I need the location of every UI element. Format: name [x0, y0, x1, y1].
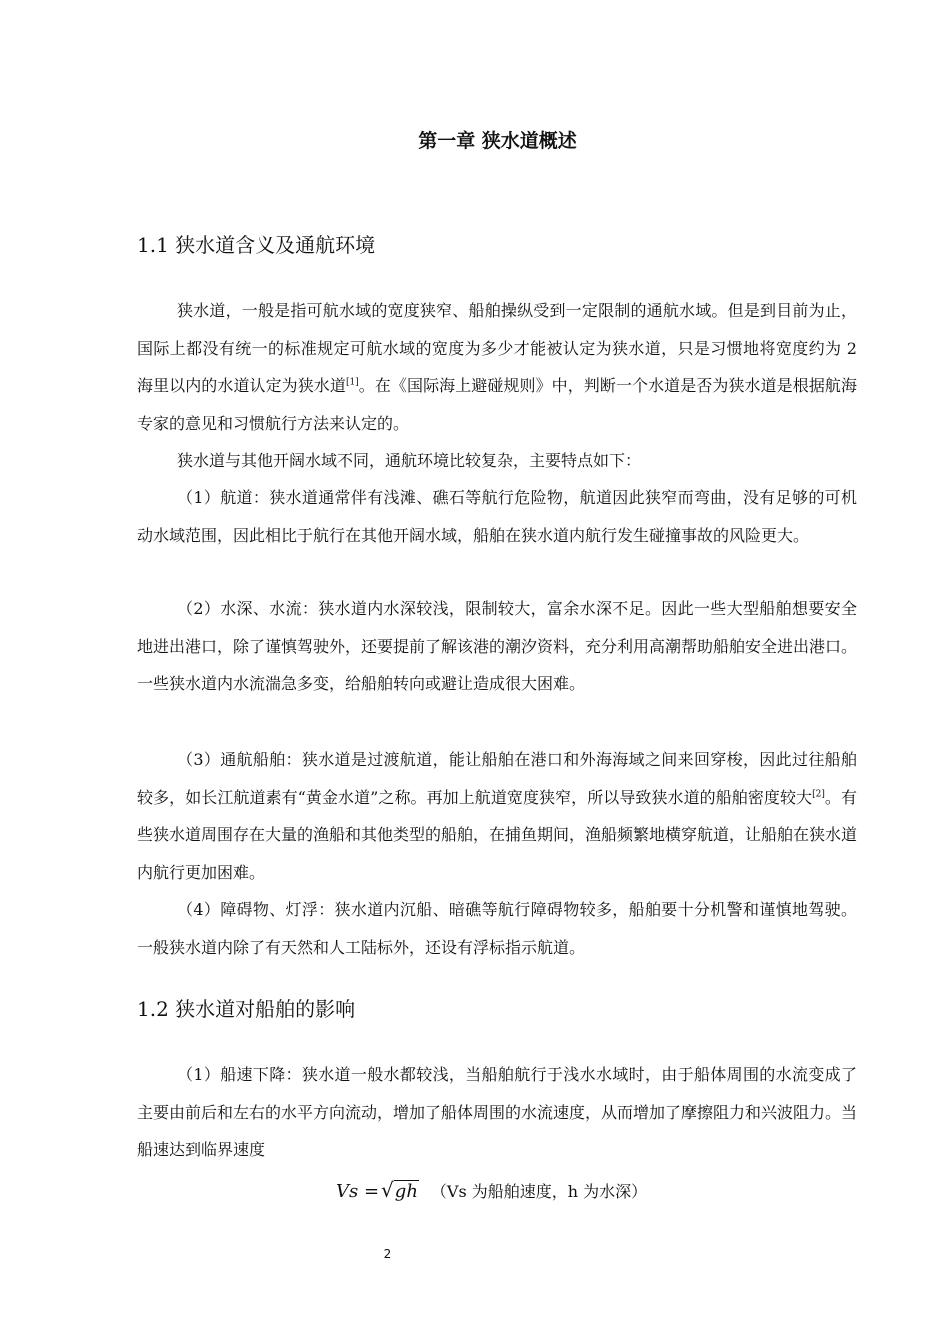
citation-2: [2]	[812, 789, 825, 800]
formula-lhs: Vs =	[336, 1181, 380, 1202]
paragraph-feature-channel: （1）航道：狭水道通常伴有浅滩、礁石等航行危险物，航道因此狭窄而弯曲，没有足够的可机动水域范围，因此相比于航行在其他开阔水域，船舶在狭水道内航行发生碰撞事故的风险更大。	[137, 488, 857, 545]
critical-speed-formula	[336, 1178, 647, 1202]
section-heading-1-2: 1.2 狭水道对船舶的影响	[137, 997, 356, 1021]
paragraph-definition	[137, 292, 857, 442]
radical-sign: √	[381, 1178, 394, 1202]
chapter-title: 第一章 狭水道概述	[418, 130, 577, 152]
paragraph-text: （3）通航船舶：狭水道是过渡航道，能让船舶在港口和外海海域之间来回穿梭，因此过往船舶较多，如长江航道素有“黄金水道”之称。再加上航道宽度狭窄，所以导致狭水道的船舶密度较大	[137, 750, 857, 807]
paragraph-intro-features: 狭水道与其他开阔水域不同，通航环境比较复杂，主要特点如下：	[177, 451, 642, 470]
formula-sqrt	[381, 1178, 419, 1202]
citation-1: [1]	[345, 377, 359, 388]
page-number: 2	[383, 1247, 392, 1261]
paragraph-feature-obstacles: （4）障碍物、灯浮：狭水道内沉船、暗礁等航行障碍物较多，船舶要十分机警和谨慎地驾驶。一般狭水道内除了有天然和人工陆标外，还设有浮标指示航道。	[137, 900, 857, 957]
paragraph-text: 。在《国际海上避碰规则》中，判断一个水道是否为狭水道是根据航海专家的意见和习惯航行方法来认定的。	[137, 376, 857, 433]
formula-note: （Vs 为船舶速度，h 为水深）	[430, 1182, 648, 1201]
formula-radicand: gh	[394, 1181, 418, 1202]
paragraph-speed-reduction: （1）船速下降：狭水道一般水都较浅，当船舶航行于浅水水域时，由于船体周围的水流变成了主要由前后和左右的水平方向流动，增加了船体周围的水流速度，从而增加了摩擦阻力和兴波阻力。当船速达到临界速度	[137, 1065, 858, 1159]
paragraph-feature-depth-current: （2）水深、水流：狭水道内水深较浅，限制较大，富余水深不足。因此一些大型船舶想要安全地进出港口，除了谨慎驾驶外，还要提前了解该港的潮汐资料，充分利用高潮帮助船舶安全进出港口。一些狭水道内水流湍急多变，给船舶转向或避让造成很大困难。	[137, 599, 858, 693]
paragraph-text: 。有些狭水道周围存在大量的渔船和其他类型的船舶，在捕鱼期间，渔船频繁地横穿航道，让船舶在狭水道内航行更加困难。	[137, 787, 858, 882]
section-heading-1-1: 1.1 狭水道含义及通航环境	[137, 233, 376, 257]
paragraph-text: 狭水道，一般是指可航水域的宽度狭窄、船舶操纵受到一定限制的通航水域。但是到目前为止，国际上都没有统一的标准规定可航水域的宽度为多少才能被认定为狭水道，只是习惯地将宽度约为 2 海里以内的水道认定为狭水道	[137, 301, 857, 395]
paragraph-feature-traffic	[137, 741, 857, 891]
